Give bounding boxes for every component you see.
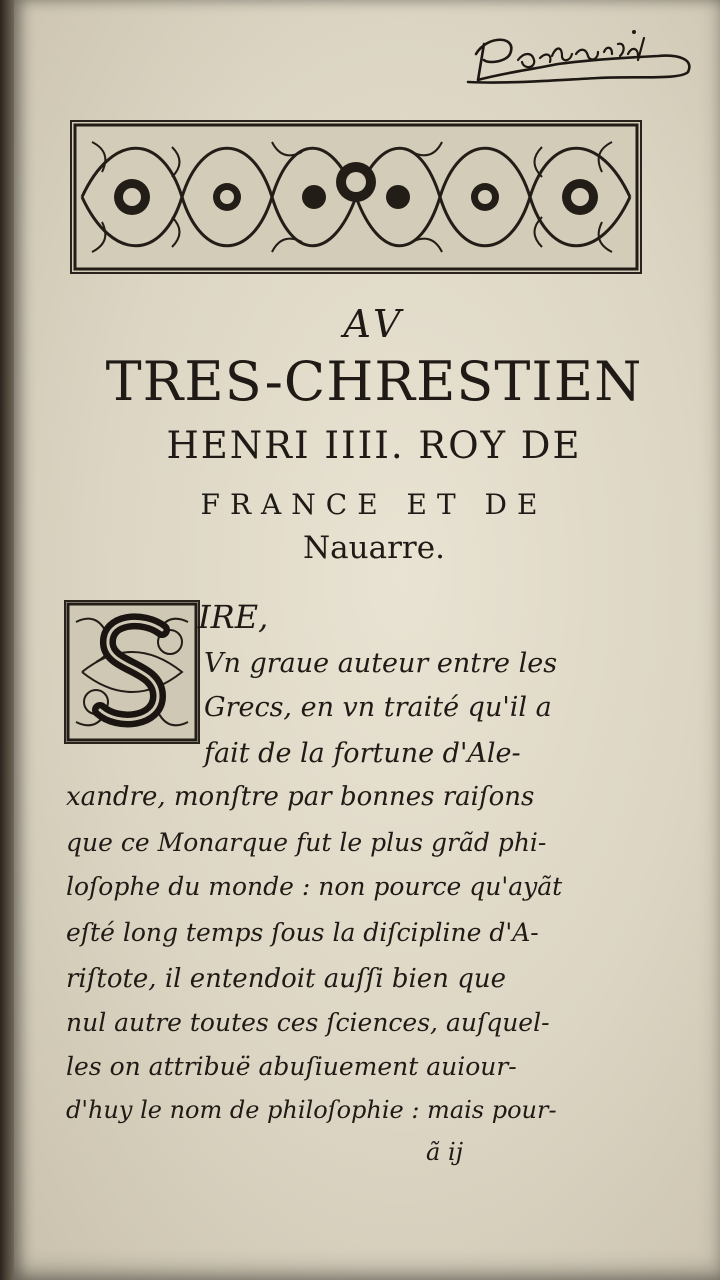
text-line: loſophe du monde : non pource qu'ayãt — [66, 872, 563, 901]
text-line: eſté long temps ſous la diſcipline d'A- — [66, 918, 539, 947]
handwritten-signature — [448, 14, 710, 106]
catchword-signature-mark: ã ij — [426, 1138, 464, 1166]
heading-line-5: Nauarre. — [303, 530, 445, 566]
text-line: d'huy le nom de philoſophie : mais pour- — [66, 1096, 557, 1124]
text-line: fait de la fortune d'Ale- — [204, 738, 521, 769]
decorated-initial-s — [64, 600, 200, 744]
text-line: riſtote, il entendoit auſſi bien que — [66, 964, 506, 994]
heading-line-3: HENRI IIII. ROY DE — [166, 424, 582, 467]
heading-line-2: TRES-CHRESTIEN — [105, 350, 643, 413]
heading-line-1: AV — [343, 302, 405, 346]
heading-line-4: FRANCE ET DE — [200, 488, 548, 521]
dropcap-rest: IRE, — [198, 598, 269, 636]
text-line: Vn graue auteur entre les — [204, 648, 558, 679]
text-line: Grecs, en vn traité qu'il a — [204, 692, 552, 723]
ornamental-headpiece — [70, 120, 642, 274]
book-page — [14, 0, 720, 1280]
text-line: xandre, monſtre par bonnes raiſons — [66, 782, 535, 812]
text-line: que ce Monarque fut le plus grãd phi- — [66, 828, 547, 857]
text-line: les on attribuë abuſiuement auiour- — [66, 1052, 517, 1081]
text-line: nul autre toutes ces ſciences, auſquel- — [66, 1008, 550, 1037]
